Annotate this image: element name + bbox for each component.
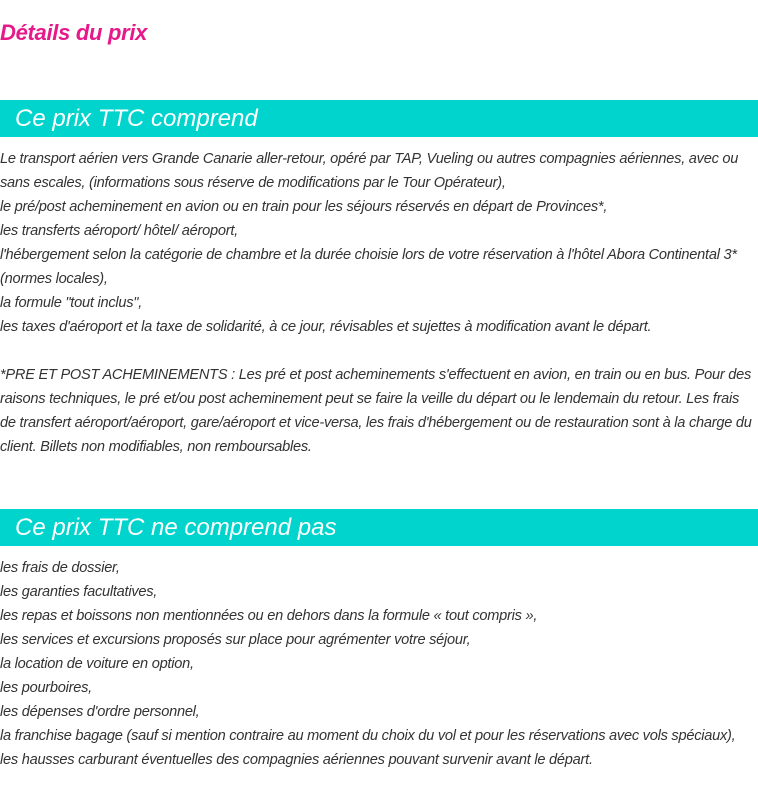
excluded-item-insurance: les garanties facultatives, (0, 584, 158, 600)
included-list (0, 147, 758, 459)
included-item-hotel: l'hébergement selon la catégorie de chambre et la durée choisie lors de votre réservation à l'hôtel Abora Continental 3* (normes locales), (0, 247, 737, 287)
excluded-item-fees: les frais de dossier, (0, 560, 120, 576)
excluded-item-personal: les dépenses d'ordre personnel, (0, 704, 200, 720)
included-note: *PRE ET POST ACHEMINEMENTS : Les pré et post acheminements s'effectuent en avion, en train ou en bus. Pour des raisons techniques, le pré et/ou post acheminement peut se faire la veille du départ ou le lendemain du retour. Les frais de transfert aéroport/aéroport, gare/aéroport et vice-versa, les frais d'hébergement ou de restauration sont à la charge du client. Billets non modifiables, non remboursables. (0, 367, 752, 455)
excluded-section-header: Ce prix TTC ne comprend pas (0, 509, 758, 546)
included-item-taxes: les taxes d'aéroport et la taxe de solidarité, à ce jour, révisables et sujettes à modification avant le départ. (0, 319, 652, 335)
excluded-item-baggage: la franchise bagage (sauf si mention contraire au moment du choix du vol et pour les réservations avec vols spéciaux), (0, 728, 736, 744)
included-item-all-inclusive: la formule "tout inclus", (0, 295, 143, 311)
spacer (0, 339, 758, 363)
included-item-transfers: les transferts aéroport/ hôtel/ aéroport, (0, 223, 238, 239)
excluded-item-tips: les pourboires, (0, 680, 92, 696)
excluded-list (0, 556, 758, 772)
excluded-item-excursions: les services et excursions proposés sur place pour agrémenter votre séjour, (0, 632, 471, 648)
excluded-item-meals: les repas et boissons non mentionnées ou en dehors dans la formule « tout compris », (0, 608, 538, 624)
page-title: Détails du prix (0, 20, 148, 45)
excluded-item-car-rental: la location de voiture en option, (0, 656, 194, 672)
excluded-item-fuel: les hausses carburant éventuelles des compagnies aériennes pouvant survenir avant le départ. (0, 752, 593, 768)
included-section-header: Ce prix TTC comprend (0, 100, 758, 137)
included-item-pre-post: le pré/post acheminement en avion ou en train pour les séjours réservés en départ de Provinces*, (0, 199, 608, 215)
included-item-transport: Le transport aérien vers Grande Canarie aller-retour, opéré par TAP, Vueling ou autres compagnies aériennes, avec ou sans escales, (informations sous réserve de modifications par le Tour Opérateur), (0, 151, 739, 191)
